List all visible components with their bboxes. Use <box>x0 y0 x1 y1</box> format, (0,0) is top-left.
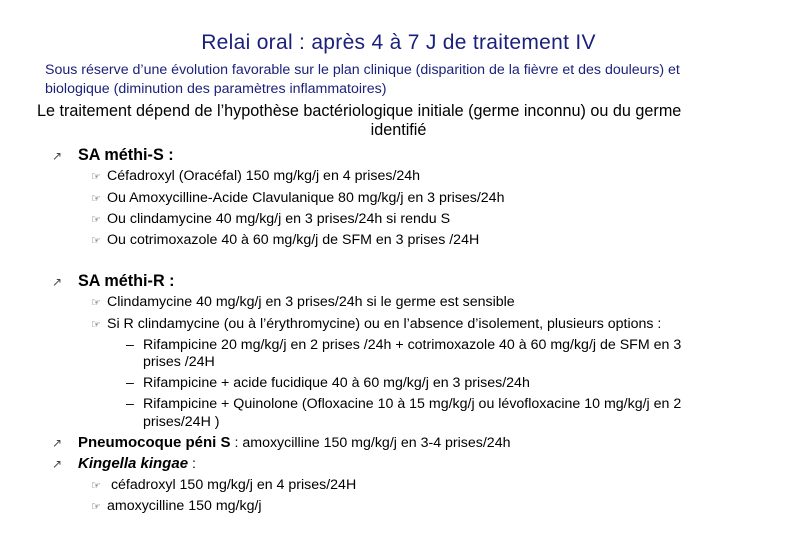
intro-line-1: Sous réserve d’une évolution favorable sur le plan clinique (disparition de la fièvre et des douleurs) et <box>45 62 680 78</box>
option-1-line-2: prises /24H <box>143 354 215 370</box>
dash-bullet: – <box>126 396 134 412</box>
kingella-heading: Kingella kingae <box>78 455 189 472</box>
section-methi-r <box>52 272 175 291</box>
list-item <box>91 190 504 206</box>
pointing-hand-icon: ☞ <box>91 171 101 183</box>
pointing-hand-icon: ☞ <box>91 501 101 513</box>
pointing-hand-icon: ☞ <box>91 319 101 331</box>
pneumo-text: : amoxycilline 150 mg/kg/j en 3-4 prises/24h <box>230 435 511 451</box>
pneumo-heading: Pneumocoque péni S <box>78 434 231 451</box>
pointing-hand-icon: ☞ <box>91 235 101 247</box>
methi-s-heading: SA méthi-S : <box>78 146 174 164</box>
main-statement-line-1: Le traitement dépend de l’hypothèse bactériologique initiale (germe inconnu) ou du germe <box>37 102 682 120</box>
option-1-line-1: Rifampicine 20 mg/kg/j en 2 prises /24h + cotrimoxazole 40 à 60 mg/kg/j de SFM en 3 <box>143 337 682 353</box>
list-item <box>91 316 661 332</box>
kingella-item: amoxycilline 150 mg/kg/j <box>107 498 262 514</box>
arrow-bullet-icon: ↗ <box>52 149 63 163</box>
list-item <box>91 211 450 227</box>
dash-bullet: – <box>126 337 134 353</box>
methi-r-heading: SA méthi-R : <box>78 272 175 290</box>
pointing-hand-icon: ☞ <box>91 193 101 205</box>
list-item <box>91 294 515 310</box>
section-methi-s <box>52 146 174 165</box>
methi-r-item: Clindamycine 40 mg/kg/j en 3 prises/24h si le germe est sensible <box>107 294 515 310</box>
kingella-item: céfadroxyl 150 mg/kg/j en 4 prises/24H <box>107 477 357 493</box>
list-item <box>91 168 420 184</box>
list-item <box>91 477 356 493</box>
option-3-line-2: prises/24H ) <box>143 414 220 430</box>
pointing-hand-icon: ☞ <box>91 480 101 492</box>
methi-s-item: Céfadroxyl (Oracéfal) 150 mg/kg/j en 4 prises/24h <box>107 168 421 184</box>
pointing-hand-icon: ☞ <box>91 214 101 226</box>
option-2-line-1: Rifampicine + acide fucidique 40 à 60 mg/kg/j en 3 prises/24h <box>143 375 530 391</box>
list-item <box>91 498 262 514</box>
methi-s-item: Ou cotrimoxazole 40 à 60 mg/kg/j de SFM en 3 prises /24H <box>107 232 480 248</box>
intro-line-2: biologique (diminution des paramètres inflammatoires) <box>45 81 387 97</box>
section-pneumocoque <box>52 434 510 452</box>
page-title: Relai oral : après 4 à 7 J de traitement IV <box>201 31 596 54</box>
arrow-bullet-icon: ↗ <box>52 457 63 471</box>
section-kingella <box>52 455 196 473</box>
arrow-bullet-icon: ↗ <box>52 275 63 289</box>
kingella-suffix: : <box>188 456 196 472</box>
methi-s-item: Ou Amoxycilline-Acide Clavulanique 80 mg/kg/j en 3 prises/24h <box>107 190 505 206</box>
option-3-line-1: Rifampicine + Quinolone (Ofloxacine 10 à 15 mg/kg/j ou lévofloxacine 10 mg/kg/j en 2 <box>143 396 682 412</box>
methi-s-item: Ou clindamycine 40 mg/kg/j en 3 prises/24h si rendu S <box>107 211 451 227</box>
main-statement-line-2: identifié <box>370 121 427 139</box>
list-item <box>91 232 479 248</box>
arrow-bullet-icon: ↗ <box>52 436 63 450</box>
dash-bullet: – <box>126 375 134 391</box>
pointing-hand-icon: ☞ <box>91 297 101 309</box>
methi-r-item: Si R clindamycine (ou à l’érythromycine) ou en l’absence d’isolement, plusieurs options : <box>107 316 662 332</box>
